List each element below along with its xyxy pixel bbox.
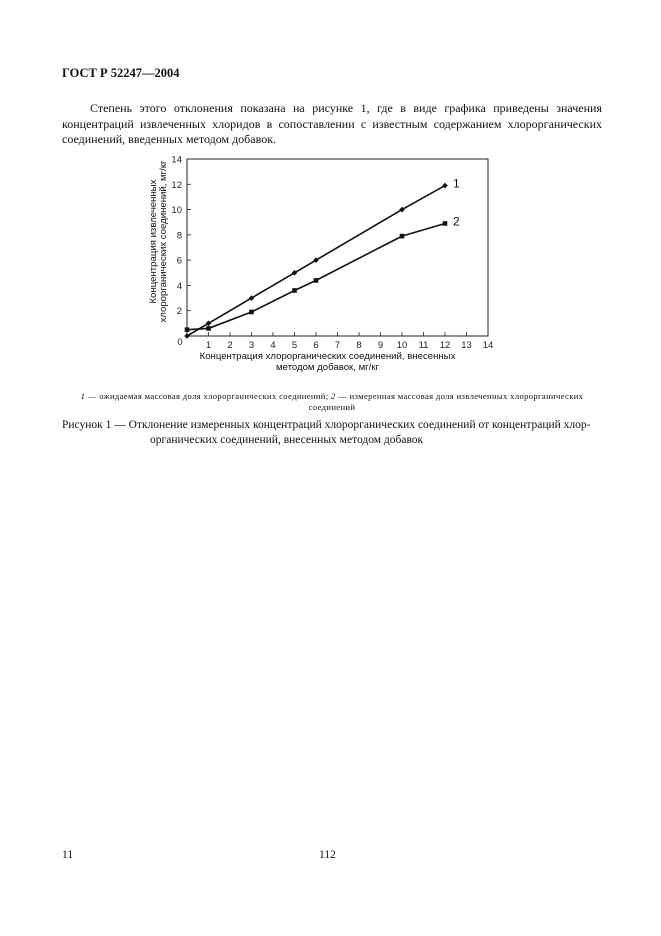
- legend-text-2: — измеренная массовая доля извлеченных хлорорганических соединений: [308, 391, 584, 412]
- data-point: [206, 326, 211, 331]
- data-point: [185, 327, 190, 332]
- y-tick-label: 12: [171, 179, 182, 191]
- origin-label: 0: [177, 337, 183, 348]
- x-tick-label: 4: [270, 340, 276, 351]
- series-label: 1: [453, 176, 460, 191]
- chart-series: [184, 177, 460, 339]
- x-tick-label: 2: [227, 340, 233, 351]
- figure-caption: [62, 418, 602, 447]
- data-point: [443, 221, 448, 226]
- caption-line-1: Рисунок 1 — Отклонение измеренных концентраций хлорорганических соединений от концентраций хлор-: [62, 419, 591, 431]
- chart-labels: [148, 160, 456, 373]
- x-tick-label: 11: [418, 340, 429, 351]
- x-axis-label: методом добавок, мг/кг: [275, 362, 380, 373]
- figure-chart: [130, 150, 510, 380]
- x-tick-label: 9: [377, 340, 384, 351]
- x-tick-label: 8: [356, 340, 362, 351]
- x-tick-label: 10: [396, 340, 408, 351]
- y-tick-label: 14: [171, 154, 182, 166]
- body-paragraph: Степень этого отклонения показана на рисунке 1, где в виде графика приведены значения концентраций извлеченных хлоридов в сопоставлении с известным содержанием хлорорганических соединений, введенных методом добавок.: [62, 101, 602, 146]
- y-tick-label: 6: [176, 255, 182, 267]
- y-tick-label: 8: [176, 230, 182, 242]
- series-label: 2: [453, 214, 460, 229]
- data-point: [400, 234, 405, 239]
- data-point: [249, 310, 254, 315]
- y-axis-label: хлорорганических соединений, мг/кг: [158, 160, 169, 323]
- x-tick-label: 1: [205, 340, 212, 351]
- x-tick-label: 12: [439, 340, 451, 351]
- y-tick-label: 2: [176, 306, 182, 318]
- data-point: [292, 288, 297, 293]
- caption-line-2: органических соединений, внесенных методом добавок: [150, 433, 424, 446]
- x-tick-label: 14: [482, 340, 494, 351]
- data-point: [314, 278, 319, 283]
- x-tick-label: 6: [313, 340, 319, 351]
- legend-number-1: 1: [80, 391, 86, 401]
- footer-left-number: 11: [62, 849, 74, 861]
- x-axis-label: Концентрация хлорорганических соединений, внесенных: [199, 351, 456, 362]
- y-tick-label: 10: [171, 205, 182, 217]
- x-tick-label: 7: [334, 340, 341, 351]
- x-tick-label: 13: [461, 340, 472, 351]
- x-tick-label: 3: [248, 340, 255, 351]
- document-header: ГОСТ Р 52247—2004: [62, 66, 180, 80]
- legend-text-1: — ожидаемая массовая доля хлорорганических соединений;: [85, 391, 331, 401]
- page-number: 112: [319, 849, 336, 861]
- figure-legend: [62, 391, 602, 413]
- x-tick-label: 5: [291, 340, 298, 351]
- legend-number-2: 2: [330, 391, 336, 401]
- y-tick-label: 4: [176, 280, 182, 292]
- y-axis-label: Концентрация извлеченных: [148, 179, 159, 304]
